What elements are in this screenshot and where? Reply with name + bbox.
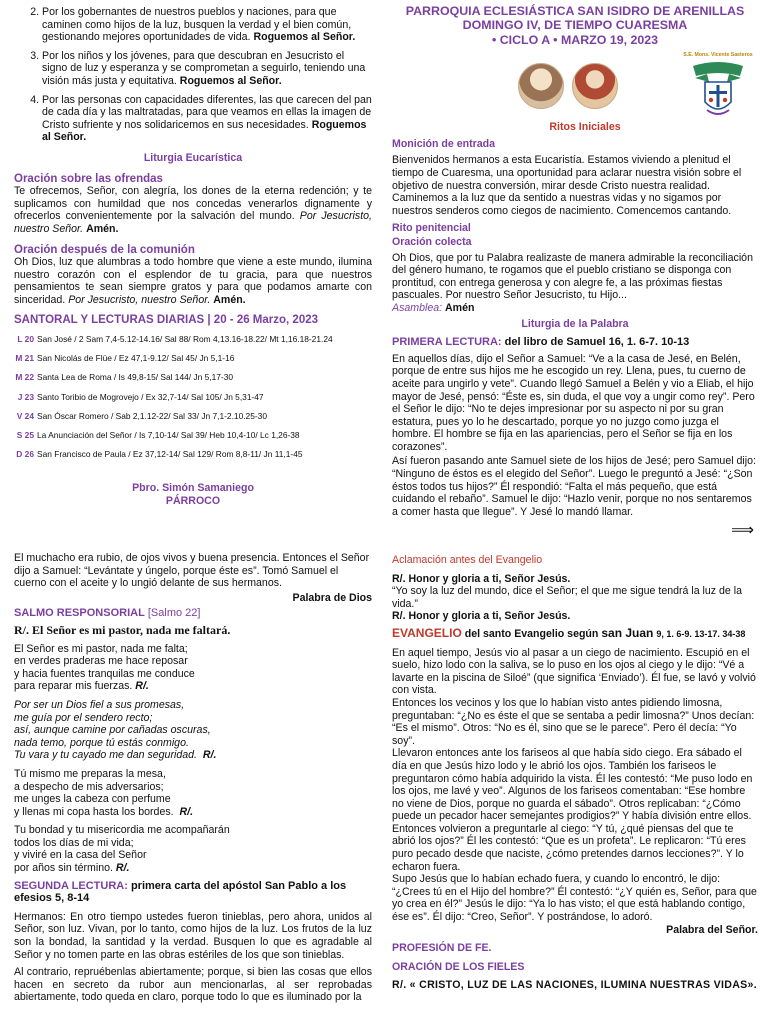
rito-penitencial: Rito penitencial	[392, 222, 471, 235]
saint-image-left	[518, 63, 564, 109]
aclamacion-text: “Yo soy la luz del mundo, dice el Señor; el que me sigue tendrá la luz de la vida.”	[392, 585, 743, 610]
ofrendas-paragraph	[14, 185, 372, 235]
segunda-label: SEGUNDA LECTURA:	[14, 879, 128, 892]
lectura-day: M 22	[15, 372, 34, 383]
colecta-text: Oh Dios, que por tu Palabra realizaste de manera admirable la reconciliación del género humano, te rogamos que el pueblo cristiano se disponga con prontitud, con entrega generosa y con alegre fe, a las próximas fiestas pascuales. Por nuestro Señor Jesucristo, tu Hijo...	[392, 251, 753, 302]
lectura-text: San José / 2 Sam 7,4-5.12-14.16/ Sal 88/ Rom 4,13.16-18.22/ Mt 1,16.18-21.24	[37, 334, 333, 345]
header-images	[392, 53, 758, 119]
intention-response: Roguemos al Señor.	[179, 74, 282, 87]
lectura-text: Santa Lea de Roma / Is 49,8-15/ Sal 144/ Jn 5,17-30	[37, 372, 234, 383]
asamblea-label: Asamblea:	[392, 301, 443, 314]
crest-caption: S.E. Mons. Vicente Saeteros	[683, 52, 753, 59]
salmo-line: me unges la cabeza con perfume	[14, 793, 171, 806]
saint-image-right	[572, 63, 618, 109]
evangelio-text-4: Supo Jesús que lo habían echado fuera, y cuando lo encontró, le dijo: “¿Crees tú en el Hijo del hombre?” Él contestó: “¿Y quién es, Señor, para que yo crea en él?” Jesús le dijo: “Ya lo has visto; el que está hablando contigo, ése es”. Él dijo: “Creo, Señor”. Y postrándose, lo adoró.	[392, 873, 757, 924]
lectura-row	[14, 445, 372, 464]
primera-text-1: En aquellos días, dijo el Señor a Samuel: “Ve a la casa de Jesé, en Belén, porque de entre sus hijos me he escogido un rey. Llena, pues, tu cuerno de aceite para ungirlo y vete”. Cuando llegó Samuel a Belén y vio a Eliab, el hijo mayor de Jesé, pensó: “Éste es, sin duda, el que voy a ungir como rey”. Pero el Señor le dijo: “No te dejes impresionar por su aspecto ni por su gran estatura, pues yo lo he descartado, porque yo no juzgo como juzga el hombre. El hombre se fija en las apariencias, pero el Señor se fija en los corazones”.	[392, 352, 755, 453]
ofrendas-text: Te ofrecemos, Señor, con alegría, los dones de la eterna redención; y te suplicamos con humildad que nos concedas venerarlos dignamente y ofrecerlos convenientemente por la salvación del mundo.	[14, 185, 372, 223]
evangelio-text-1: En aquel tiempo, Jesús vio al pasar a un ciego de nacimiento. Escupió en el suelo, hizo lodo con la saliva, se lo puso en los ojos al ciego y le dijo: “Vé a lavarte en la piscina de Siloé” (que significa ‘Enviado’). Él fue, se lavó y volvió con vista.	[392, 646, 756, 697]
lectura-day: L 20	[17, 334, 34, 345]
intention-item	[42, 94, 372, 144]
primera-label: PRIMERA LECTURA:	[392, 336, 502, 349]
salmo-label: SALMO RESPONSORIAL	[14, 607, 145, 620]
oracion-fieles: ORACIÓN DE LOS FIELES	[392, 960, 525, 973]
priest-name: Pbro. Simón Samaniego	[132, 482, 254, 495]
sunday-title: DOMINGO IV, DE TIEMPO CUARESMA	[462, 18, 688, 33]
amen: Amén.	[86, 222, 119, 235]
salmo-line: y hacia fuentes tranquilas me conduce	[14, 667, 195, 680]
salmo-line: en verdes praderas me hace reposar	[14, 655, 188, 668]
primera-lectura-heading	[392, 336, 758, 349]
amen: Amén	[445, 301, 475, 314]
salmo-heading	[14, 607, 372, 620]
segunda-text-1: Hermanos: En otro tiempo ustedes fueron tinieblas, pero ahora, unidos al Señor, son luz. Vivan, por lo tanto, como hijos de la luz. Los frutos de la luz son la bondad, la santidad y la verdad. Busquen lo que es agradable al Señor y no tomen parte en las obras estériles de los que son tinieblas.	[14, 910, 372, 961]
santoral-title: SANTORAL Y LECTURAS DIARIAS | 20 - 26 Marzo, 2023	[14, 314, 319, 327]
ofrendas-close: Por Jesucristo, nuestro Señor.	[14, 210, 372, 235]
salmo-stanza	[14, 768, 372, 818]
intention-item	[42, 50, 372, 88]
salmo-stanza	[14, 643, 372, 693]
salmo-line	[14, 680, 372, 693]
salmo-r: R/.	[202, 749, 217, 762]
lectura-day: S 25	[16, 430, 34, 441]
salmo-line: nada temo, porque tú estás conmigo.	[14, 736, 189, 749]
priest-role: PÁRROCO	[165, 495, 221, 508]
salmo-stanza	[14, 699, 372, 762]
lectura-day: V 24	[16, 410, 34, 421]
cycle-date: • CICLO A • MARZO 19, 2023	[491, 32, 659, 47]
salmo-line-text: y llenas mi copa hasta los bordes.	[14, 805, 174, 818]
monicion-title: Monición de entrada	[392, 137, 496, 150]
evangelio-text-2: Entonces los vecinos y los que lo habían visto antes pidiendo limosna, preguntaban: “¿No es éste el que se sentaba a pedir limosna?” Unos decían: “Es el mismo”. Otros: “No es él, sino que se le parece”. Pero él decía: “Yo soy”.	[392, 696, 755, 747]
lectura-day: J 23	[17, 391, 34, 402]
salmo-line: así, aunque camine por cañadas oscuras,	[14, 724, 211, 737]
evangelio-label: EVANGELIO	[392, 625, 462, 640]
segunda-lectura-heading	[14, 880, 372, 905]
lectura-text: San Óscar Romero / Sab 2,1.12-22/ Sal 33/ Jn 7,1-2.10.25-30	[37, 410, 267, 421]
evangelio-mid: del santo Evangelio según	[464, 627, 599, 640]
comunion-text: Oh Dios, luz que alumbras a todo hombre que viene a este mundo, ilumina nuestro corazón con el esplendor de tu gracia, para que nuestros pensamientos te sean siempre gratos y para que podamos amarte con sinceridad.	[14, 256, 372, 306]
salmo-line: Por ser un Dios fiel a sus promesas,	[14, 698, 185, 711]
lectura-text: San Francisco de Paula / Ez 37,12-14/ Sal 129/ Rom 8,8-11/ Jn 11,1-45	[37, 449, 303, 460]
colecta-title: Oración colecta	[392, 235, 472, 248]
salmo-line	[14, 806, 372, 819]
ofrendas-title: Oración sobre las ofrendas	[14, 172, 163, 185]
salmo-stanza	[14, 824, 372, 874]
lectura-day: D 26	[16, 449, 34, 460]
salmo-line	[14, 862, 372, 875]
lectura-row	[14, 388, 372, 407]
bishop-crest	[678, 49, 758, 123]
top-right-column	[392, 4, 758, 540]
crest-icon	[691, 62, 745, 120]
comunion-title: Oración después de la comunión	[14, 243, 195, 256]
bottom-right-column	[392, 552, 758, 1024]
lectura-row	[14, 330, 372, 349]
salmo-line-text: Tu vara y tu cayado me dan seguridad.	[14, 749, 197, 762]
asamblea-line	[392, 302, 758, 315]
intention-item	[42, 6, 372, 44]
fieles-response: R/. « CRISTO, LUZ DE LAS NACIONES, ILUMINA NUESTRAS VIDAS».	[392, 979, 757, 992]
intentions-list	[14, 6, 372, 144]
comunion-close: Por Jesucristo, nuestro Señor.	[68, 293, 211, 306]
lectura-row	[14, 368, 372, 387]
lectura-text: Santo Toribio de Mogrovejo / Ex 32,7-14/ Sal 105/ Jn 5,31-47	[37, 391, 264, 402]
evangelio-heading	[392, 627, 758, 641]
primera-ref: del libro de Samuel 16, 1. 6-7. 10-13	[504, 336, 690, 349]
lectura-row	[14, 349, 372, 368]
evangelio-juan: san Juan	[601, 625, 654, 640]
intention-response: Roguemos al Señor.	[42, 118, 367, 144]
palabra-del-senor: Palabra del Señor.	[666, 923, 758, 936]
salmo-r: R/.	[135, 680, 149, 693]
salmo-response: R/. El Señor es mi pastor, nada me faltará.	[14, 622, 231, 637]
salmo-r: R/.	[179, 805, 194, 818]
intention-text: Por las personas con capacidades diferentes, las que carecen del pan de cada día y las maltratadas, para que veamos en ellas la imagen de Cristo sufriente y nos solidaricemos en sus necesidades.	[42, 93, 372, 131]
top-left-column	[14, 6, 372, 540]
salmo-line-text: para reparar mis fuerzas.	[14, 680, 133, 693]
amen: Amén.	[213, 293, 246, 306]
intention-response: Roguemos al Señor.	[253, 31, 356, 44]
salmo-line: El Señor es mi pastor, nada me falta;	[14, 642, 188, 655]
primera-text-2: Así fueron pasando ante Samuel siete de los hijos de Jesé; pero Samuel dijo: “Ninguno de éstos es el elegido del Señor”. Luego le preguntó a Jesé: “¿Son éstos todos tus hijos?” Él respondió: “Falta el más pequeño, que está cuidando el rebaño”. Samuel le dijo: “Hazlo venir, porque no nos sentaremos a comer hasta que llegue”. Y Jesé lo mandó llamar.	[392, 455, 756, 518]
liturgia-palabra-heading: Liturgia de la Palabra	[521, 317, 629, 330]
salmo-line: Tu bondad y tu misericordia me acompañarán	[14, 824, 230, 837]
salmo-line: todos los días de mi vida;	[14, 836, 134, 849]
segunda-ref: primera carta del apóstol San Pablo a los efesios 5, 8-14	[14, 879, 347, 905]
lectura-row	[14, 426, 372, 445]
continue-arrow-icon: ⟹	[731, 522, 754, 540]
lectura-day: M 21	[15, 353, 34, 364]
parish-title: PARROQUIA ECLESIÁSTICA SAN ISIDRO DE ARENILLAS	[405, 4, 745, 18]
salmo-line: a despecho de mis adversarios;	[14, 780, 164, 793]
salmo-line-text: por años sin término.	[14, 862, 113, 875]
profesion-fe: PROFESIÓN DE FE.	[392, 942, 492, 955]
intention-text: Por los gobernantes de nuestros pueblos y naciones, para que caminen como hijos de la luz, busquen la verdad y el bien común, gestionando mejores oportunidades de vida.	[42, 6, 352, 44]
salmo-line	[14, 749, 372, 762]
honor-response: R/. Honor y gloria a ti, Señor Jesús.	[392, 572, 571, 585]
ritos-iniciales: Ritos Iniciales	[549, 121, 621, 134]
evangelio-text-3: Llevaron entonces ante los fariseos al que había sido ciego. Era sábado el día en que Jesús hizo lodo y le abrió los ojos. También los fariseos le preguntaron cómo había adquirido la vista. Él les contestó: “Me puso lodo en los ojos, me lavé y veo”. Algunos de los fariseos comentaban: “Ese hombre no viene de Dios, porque no guarda el sábado”. Otros replicaban: “¿Cómo puede un pecador hacer semejantes prodigios?” Y había división entre ellos. Entonces volvieron a preguntarle al ciego: “Y tú, ¿qué piensas del que te abrió los ojos?” Él les contestó: “Que es un profeta”. Le replicaron: “Tú eres puro pecado desde que naciste, ¿cómo pretendes darnos lecciones?”. Y lo echaron fuera.	[392, 747, 753, 873]
lectura-text: La Anunciación del Señor / Is 7,10-14/ Sal 39/ Heb 10,4-10/ Lc 1,26-38	[37, 430, 300, 441]
evangelio-ref: 9, 1. 6-9. 13-17. 34-38	[656, 628, 746, 639]
palabra-de-dios: Palabra de Dios	[292, 591, 372, 604]
monicion-text: Bienvenidos hermanos a esta Eucaristía. Estamos viviendo a plenitud el tiempo de Cuaresma, una oportunidad para aclarar nuestra visión sobre el objetivo de nuestra conversión, mirar desde Cristo nuestra realidad. Caminemos a la luz que da sentido a nuestras vidas y no sigamos por nuestros senderos como ciegos de nacimiento. Comencemos cantando.	[392, 154, 742, 217]
honor-response: R/. Honor y gloria a ti, Señor Jesús.	[392, 610, 571, 623]
salmo-ref: [Salmo 22]	[147, 607, 201, 620]
salmo-line: y viviré en la casa del Señor	[14, 849, 147, 862]
primera-text-cont: El muchacho era rubio, de ojos vivos y buena presencia. Entonces el Señor dijo a Samuel: “Levántate y úngelo, porque éste es”. Tomó Samuel el cuerno con el aceite y lo ungió delante de sus hermanos.	[14, 552, 370, 590]
lecturas-list	[14, 330, 372, 464]
salmo-line: Tú mismo me preparas la mesa,	[14, 767, 166, 780]
aclamacion-title: Aclamación antes del Evangelio	[392, 554, 543, 566]
lectura-row	[14, 407, 372, 426]
comunion-paragraph	[14, 256, 372, 306]
lectura-text: San Nicolás de Flüe / Ez 47,1-9.12/ Sal 45/ Jn 5,1-16	[37, 353, 235, 364]
bottom-left-column	[14, 552, 372, 1024]
segunda-text-2: Al contrario, repruébenlas abiertamente; porque, si bien las cosas que ellos hacen en secreto da rubor aun mencionarlas, al ser reprobadas abiertamente, todo queda en claro, porque todo lo que es iluminado por la	[14, 966, 372, 1004]
intention-text: Por los niños y los jóvenes, para que descubran en Jesucristo el signo de luz y esperanza y se comprometan a seguirlo, teniendo una visión más justa y equitativa.	[42, 49, 366, 87]
salmo-r: R/.	[115, 862, 130, 875]
salmo-line: me guía por el sendero recto;	[14, 711, 153, 724]
liturgia-eucaristica-heading: Liturgia Eucarística	[143, 151, 243, 164]
